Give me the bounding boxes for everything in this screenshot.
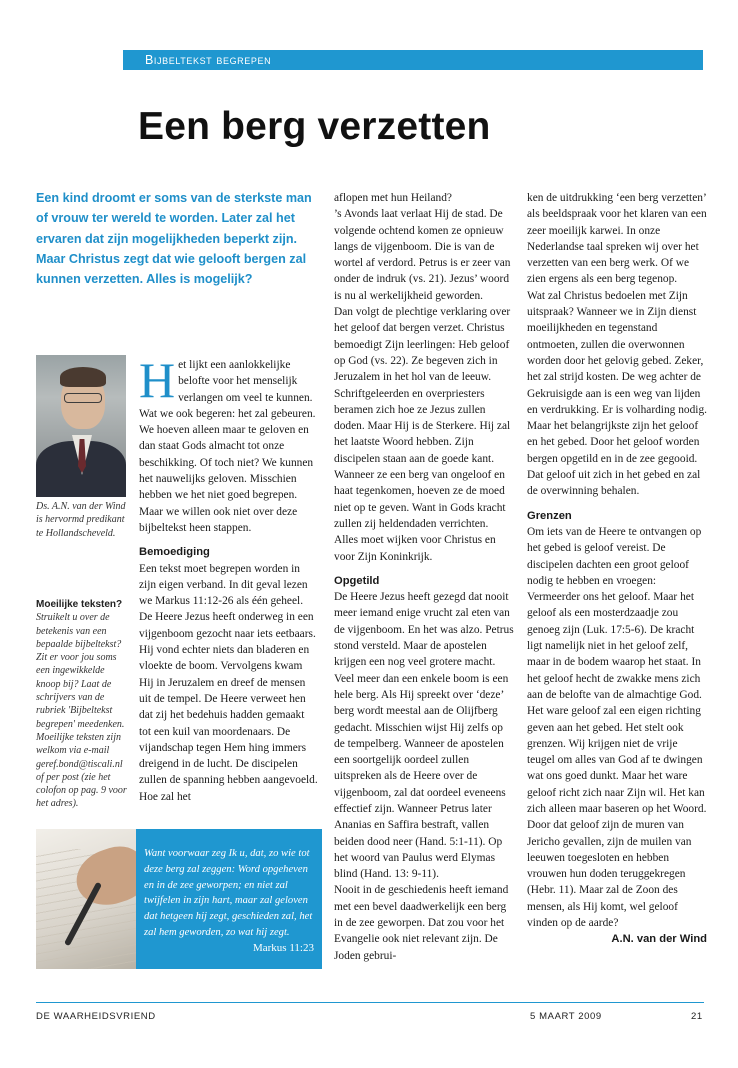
paragraph-6: De Heere Jezus heeft gezegd dat nooit meer iemand enige vrucht zal eten van de vijgenboom. En het was alzo. Petrus stond versteld. Maar de apostelen krijgen een nog veel grotere macht. Veel meer dan een enkele boom is een hele berg. Als Hij spreekt over ‘deze’ berg wordt meestal aan de Olijfberg gedacht. Misschien wijst Hij zelfs op de tempelberg. Wanneer de apostelen een soortgelijk oordeel zullen uitspreken als de Heere over de vijgenboom, zal dat oordeel eveneens effectief zijn. Wanneer Petrus later Ananias en Saffira bestraft, vallen beiden dood neer (Hand. 5:1-11). Op het woord van Paulus werd Elymas blind (Hand. 13: 9-11). (334, 591, 514, 881)
pen-writing-photo (36, 829, 136, 969)
sidebar-box (36, 598, 128, 811)
bible-quote-box (136, 829, 322, 969)
paragraph-1: et lijkt een aanlokkelijke belofte voor het menselijk verlangen om veel te kunnen. Wat we ook begeren: het zal gebeuren. We hoeven alleen maar te geloven en dan staat Gods almacht tot onze beschikking. Of toch niet? We kunnen het nauwelijks geloven. Misschien hebben we het niet goed begrepen. Maar we willen ook niet over deze bijbeltekst heen stappen. (139, 359, 316, 534)
author-photo (36, 355, 126, 497)
page-number: 21 (691, 1011, 703, 1022)
sidebar-heading: Moeilijke teksten? (36, 599, 123, 610)
paragraph-5: Dan volgt de plechtige verklaring over het geloof dat bergen verzet. Christus bemoedigt Zijn leerlingen: Heb geloof op God (vs. 22). Ze begeven zich in Jeruzalem in het hol van de leeuw. Schriftgeleerden en overpriesters beramen zich hoe ze Jezus zullen doden. Maar Hij is de Sterkere. Hij zal het laatste Woord hebben. Zijn discipelen staan aan de goede kant. Wanneer ze een berg van ongeloof en haat tegenkomen, hoeven ze de moed niet op te geven. Want in Gods kracht zullen zij heldendaden verrichten. Alles moet wijken voor Christus en voor Zijn Koninkrijk. (334, 306, 511, 563)
article-title: Een berg verzetten (138, 105, 491, 148)
paragraph-8: ken de uitdrukking ‘een berg verzetten’ als beeldspraak voor het klaren van een zeer moeilijk karwei. In onze Nederlandse taal spreken wij over het verzetten van een berg werk. Of we zien ergens als een berg tegenop. (527, 192, 707, 286)
article-column-2 (334, 190, 514, 964)
subheading-opgetild: Opgetild (334, 574, 380, 587)
footer-publication: DE WAARHEIDSVRIEND (36, 1011, 156, 1022)
section-label: Bijbeltekst begrepen (123, 50, 703, 70)
subheading-bemoediging: Bemoediging (139, 546, 210, 559)
sidebar-body: Struikelt u over de betekenis van een bepaalde bijbeltekst? Zit er voor jou soms een ingewikkelde knoop bij? Laat de schrijvers van de rubriek 'Bijbeltekst begrepen' meedenken. Moeilijke teksten zijn welkom via e-mail geref.bond@tiscali.nl of per post (zie het colofon op pag. 9 voor het adres). (36, 612, 127, 810)
paragraph-4: ’s Avonds laat verlaat Hij de stad. De volgende ochtend komen ze opnieuw langs de vijgenboom. Die is van de wortel af verdord. Petrus is er zeer van onder de indruk (vs. 21). Jezus’ woord is nu al werkelijkheid geworden. (334, 208, 511, 302)
subheading-grenzen: Grenzen (527, 509, 572, 522)
article-column-3 (527, 190, 707, 948)
footer-divider (36, 1002, 704, 1003)
footer-date: 5 MAART 2009 (530, 1011, 602, 1022)
author-signature: A.N. van der Wind (611, 933, 707, 946)
author-caption: Ds. A.N. van der Wind is hervormd predikant te Hollandscheveld. (36, 501, 126, 539)
paragraph-9: Wat zal Christus bedoelen met Zijn uitspraak? Wanneer we in Zijn dienst moeilijkheden en tegenstand ontmoeten, zullen die overwonnen worden door het gelovig gebed. Zeker, het zal strijd kosten. De weg achter de Gekruisigde aan is een weg van lijden en verdrukking. Er is volharding nodig. Maar het belangrijkste zijn het geloof en het gebed. Door het geloof worden bergen opgetild en in de zee gegooid. Dat geloof uit zich in het gebed en zal de overwinning behalen. (527, 289, 708, 498)
paragraph-10: Om iets van de Heere te ontvangen op het gebed is geloof vereist. De discipelen dachten een groot geloof nodig te hebben en vroegen: Vermeerder ons het geloof. Maar het geloof als een mosterdzaadje zou genoeg zijn (Luk. 17:5-6). De kracht ligt namelijk niet in het geloof zelf, maar in de bodem waarop het staat. In het geloof hecht de zwakke mens zich aan de belofte van de almachtige God. Het ware geloof zal een eigen richting geven aan het gebed. Het stelt ook grenzen. Wij krijgen niet de vrije teugel om alles van God af te dwingen wat ons goed dunkt. Maar het ware geloof richt zich naar Zijn wil. Het kan zich alleen maar baseren op het Woord. Door dat geloof zijn de muren van Jericho gevallen, zijn de muilen van leeuwen toegesloten en hebben vrouwen hun doden teruggekregen (Hebr. 11). Maar zal de Zoon des mensen, als Hij komt, wel geloof vinden op de aarde? (527, 525, 707, 930)
article-column-1 (139, 352, 318, 805)
quote-reference: Markus 11:23 (252, 941, 314, 954)
quote-text: Want voorwaar zeg Ik u, dat, zo wie tot deze berg zal zeggen: Word opgeheven en in de zee geworpen; en niet zal twijfelen in zijn hart, maar zal geloven dat hetgeen hij zegt, geschieden zal, het zal hem geworden, zo wat hij zegt. (144, 848, 313, 938)
paragraph-3: aflopen met hun Heiland? (334, 192, 452, 204)
drop-cap: H (139, 352, 176, 408)
paragraph-7: Nooit in de geschiedenis heeft iemand met een bevel daadwerkelijk een berg in de zee geworpen. Dat zou voor het Evangelie ook niet relevant zijn. De Joden gebrui- (334, 884, 509, 962)
paragraph-2: Een tekst moet begrepen worden in zijn eigen verband. In dit geval lezen we Markus 11:12-26 als één geheel. De Heere Jezus heeft onderweg in een vijgenboom gezocht naar iets eetbaars. Hij vond echter niets dan bladeren en vloekte de boom. Vervolgens kwam Hij in Jeruzalem en dreef de mensen uit de tempel. De Heere verweet hen dat zij het bedehuis hadden gemaakt tot een kuil van moordenaars. De vijandschap tegen Hem hing immers dreigend in de lucht. De discipelen zullen de spanning hebben aangevoeld. Hoe zal het (139, 562, 318, 803)
article-intro: Een kind droomt er soms van de sterkste man of vrouw ter wereld te worden. Later zal het ervaren dat zijn mogelijkheden beperkt zijn. Maar Christus zegt dat wie gelooft bergen zal kunnen verzetten. Alles is mogelijk? (36, 191, 312, 287)
